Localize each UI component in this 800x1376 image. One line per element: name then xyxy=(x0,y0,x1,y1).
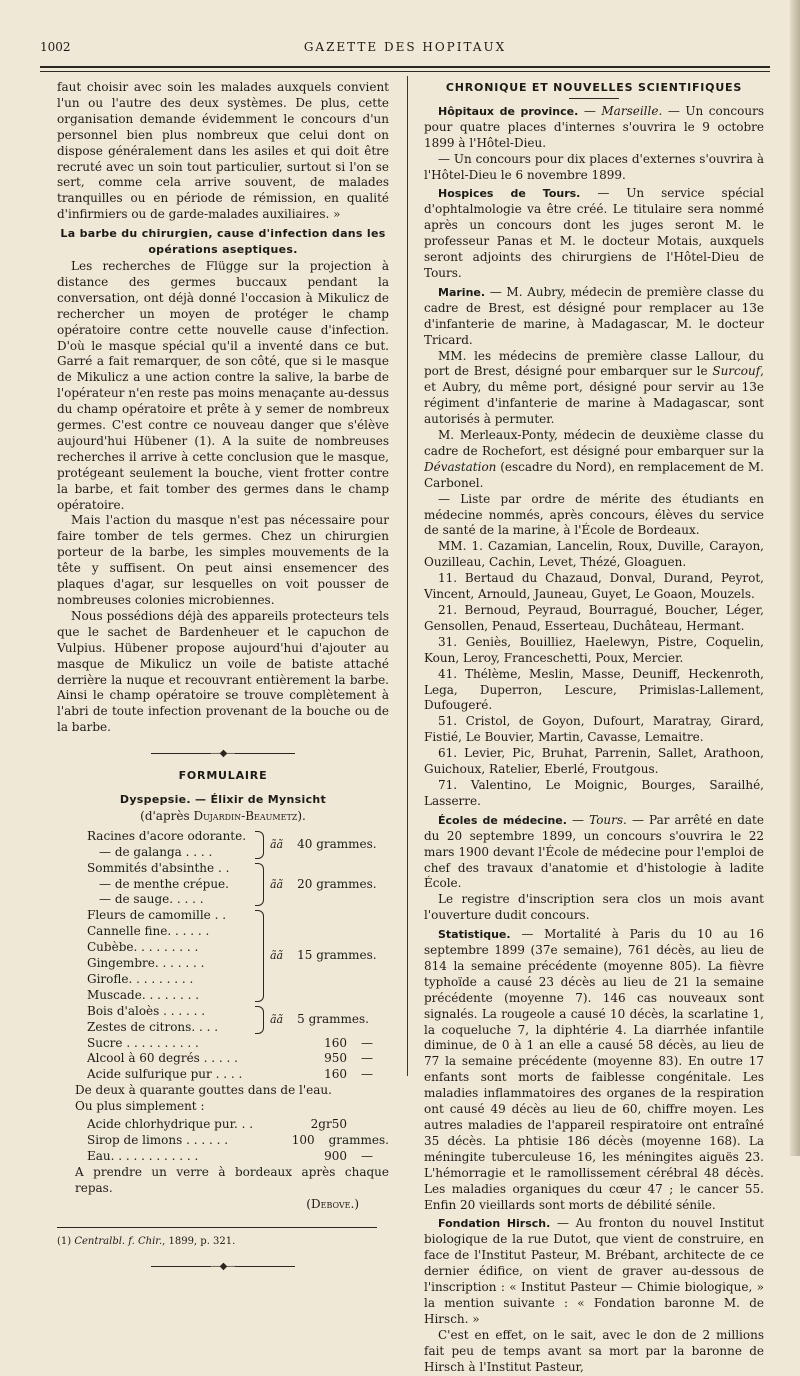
ingredient-name: Cubèbe. . . . . . . . . xyxy=(87,940,199,955)
news-heading: Marine. xyxy=(438,285,486,299)
news-text: — Au fronton du nouvel Institut biologique de la rue Dutot, que vient de construire, en face de l'Institut Pasteur, M. Brébant, architecte de ce dernier édifice, on vient de graver au-dessous de l'inscription : « Institut Pasteur — Chimie biologique, » la mention suivante : « Fondation baronne M. de Hirsch. » xyxy=(424,1216,764,1326)
recipe-line xyxy=(87,1149,389,1165)
footnote-rule xyxy=(57,1227,377,1228)
ingredient-name: Sommités d'absinthe . . xyxy=(87,860,230,875)
paragraph: Nous possédions déjà des appareils protecteurs tels que le sachet de Bardenheuer et le capuchon de Vulpius. Hübener propose aujourd'hui d'ajouter au masque de Mikulicz un voile de batiste attaché derrière la nuque et recouvrant entièrement la barbe. Ainsi le champ opératoire se trouve complètement à l'abri de toute infection provenant de la bouche ou de la barbe. xyxy=(57,608,389,735)
left-column xyxy=(57,80,389,1281)
ingredient-name: Girofle. . . . . . . . . xyxy=(87,971,194,986)
rank-list: 41. Thélème, Meslin, Masse, Deuniff, Heckenroth, Lega, Duperron, Lescure, Primislas-Lallement, Dufougeré. xyxy=(424,666,764,713)
column-divider xyxy=(407,76,408,1076)
ingredient-name: Cannelle fine. . . . . . xyxy=(87,924,210,939)
news-paragraph: Le registre d'inscription sera clos un mois avant l'ouverture dudit concours. xyxy=(424,892,764,923)
ingredient-quantity: 100 xyxy=(291,1133,315,1147)
news-text: — Mortalité à Paris du 10 au 16 septembre 1899 (37e semaine), 761 décès, au lieu de 814 la semaine précédente (moyenne 805). La fièvre typhoïde a causé 23 décès au lieu de 21 la semaine précédente (moyenne 7). 146 cas nouveaux sont signalés. La rougeole a causé 10 décès, la scarlatine 1, la coqueluche 7, la diphtérie 4. La diarrhée infantile diminue, de 0 à 1 an elle a causé 58 décès, au lieu de 77 la semaine précédente (moyenne 83). En outre 17 enfants sont morts de faiblesse congénitale. Les maladies inflammatoires des organes de la respiration ont causé 49 décès au lieu de 60, chiffre moyen. Les autres maladies de l'appareil respiratoire ont entraîné 35 décès. La phtisie 186 décès (moyenne 168). La méningite tuberculeuse 16, les méningites aiguës 23. L'hémorragie et le ramollissement cérébral 48 décès. Les maladies organiques du cœur 47 ; le cancer 55. Enfin 20 vieillards sont morts de débilité sénile. xyxy=(424,927,764,1212)
news-city: Tours. xyxy=(589,812,627,827)
ingredient-name: Acide sulfurique pur . . . . xyxy=(87,1067,243,1082)
right-column xyxy=(424,80,764,1376)
news-item-hopitaux: Hôpitaux de province. — Marseille. — Un concours pour quatre places d'internes s'ouvrira le 9 octobre 1899 à l'Hôtel-Dieu. xyxy=(424,103,765,150)
ornament-divider: —◆— xyxy=(57,746,389,762)
ingredient-quantity: 5 grammes. xyxy=(297,1011,369,1026)
news-heading: Statistique. xyxy=(438,928,511,942)
ornament-divider: —◆— xyxy=(57,1259,389,1275)
ingredient-quantity: 160 xyxy=(324,1067,347,1082)
news-city: Marseille. xyxy=(601,103,663,118)
ingredient-name: Muscade. . . . . . . . xyxy=(87,987,200,1002)
subheading-prefix: (d'après xyxy=(140,808,194,823)
news-heading: Hospices de Tours. xyxy=(438,187,581,201)
rank-list: 61. Levier, Pic, Bruhat, Parrenin, Sallet, Arathoon, Guichoux, Ratelier, Eberlé, Froutgous. xyxy=(424,746,764,777)
ingredient-name: — de galanga . . . . xyxy=(99,844,213,859)
header-rule xyxy=(40,66,770,72)
brace xyxy=(255,863,264,907)
recipe-group xyxy=(87,908,389,1003)
section-title-barbe: La barbe du chirurgien, cause d'infection dans les opérations aseptiques. xyxy=(60,227,386,257)
brace xyxy=(255,910,264,1001)
ingredient-name: — de sauge. . . . . xyxy=(99,892,204,907)
recipe-line xyxy=(87,1036,389,1052)
ingredient-name: Racines d'acore odorante. xyxy=(87,828,247,843)
recipe-group xyxy=(87,1004,389,1036)
ingredient-name: Fleurs de camomille . . xyxy=(87,908,227,923)
ingredient-quantity: 15 grammes. xyxy=(297,948,377,963)
news-item-marine xyxy=(424,285,764,349)
news-item-statistique xyxy=(424,927,764,1213)
recipe-group xyxy=(87,829,389,861)
ship-name: Dévastation xyxy=(424,459,497,474)
news-paragraph xyxy=(424,349,764,429)
ingredient-unit: — xyxy=(361,1148,373,1163)
news-item-ecoles: Écoles de médecine. — Tours. — Par arrêté en date du 20 septembre 1899, un concours s'ouvrira le 22 mars 1900 devant l'École de médecine pour l'emploi de chef des travaux d'anatomie et d'histologie à ladite École. xyxy=(424,812,764,891)
news-paragraph: — Liste par ordre de mérite des étudiants en médecine nommés, après concours, élèves du service de santé de la marine, à l'École de Bordeaux. xyxy=(424,491,764,538)
intro-paragraph: faut choisir avec soin les malades auxquels convient l'un ou l'autre des deux systèmes. De plus, cette organisation demande évidemment le concours d'un personnel bien plus nombreux que celui dont on dispose généralement dans les asiles et qui doit être recruté avec un soin tout particulier, surtout si l'on se sert, comme cela arrive souvent, de malades tranquilles ou en période de rémission, en qualité d'infirmiers ou de garde-malades auxiliaires. » xyxy=(57,80,389,222)
news-paragraph: — Un concours pour dix places d'externes s'ouvrira à l'Hôtel-Dieu le 6 novembre 1899. xyxy=(424,151,764,182)
rank-list: 21. Bernoud, Peyraud, Bourragué, Boucher, Léger, Gensollen, Penaud, Esserteau, Duchâteau, Hermant. xyxy=(424,603,764,633)
aa-mark: ãã xyxy=(270,877,284,891)
journal-title: GAZETTE DES HOPITAUX xyxy=(303,40,507,54)
news-paragraph xyxy=(424,428,764,492)
news-paragraph: C'est en effet, on le sait, avec le don de 2 millions fait peu de temps avant sa mort par la baronne de Hirsch à l'Institut Pasteur, xyxy=(424,1327,764,1374)
news-text: MM. les médecins de première classe Lallour, du port de Brest, désigné pour embarquer sur le xyxy=(424,348,764,379)
dosage-instruction: A prendre un verre à bordeaux après chaque repas. xyxy=(75,1164,389,1195)
aa-mark: ãã xyxy=(270,1012,284,1026)
news-text: , et Aubry, du même port, désigné pour servir au 13e régiment d'infanterie de marine à Madagascar, sont autorisés à permuter. xyxy=(424,364,764,427)
rank-list: 51. Cristol, de Goyon, Dufourt, Maratray, Girard, Fistié, Le Bouvier, Martin, Cavasse, Lemaitre. xyxy=(424,714,764,745)
ingredient-quantity: 20 grammes. xyxy=(297,876,377,891)
subheading-author: Dujardin-Beaumetz xyxy=(193,808,298,823)
ingredient-quantity: 900 xyxy=(324,1148,347,1163)
ingredient-unit: — xyxy=(361,1035,373,1050)
recipe-author: (Debove.) xyxy=(306,1196,359,1211)
footnote-rest: , 1899, p. 321. xyxy=(162,1235,236,1247)
page-header xyxy=(40,40,770,58)
subheading-suffix: ). xyxy=(297,808,306,823)
dose-instruction: De deux à quarante gouttes dans de l'eau. xyxy=(75,1083,332,1098)
ingredient-name: Acide chlorhydrique pur. . . xyxy=(87,1117,254,1132)
recipe-subheading xyxy=(57,809,389,825)
footnote xyxy=(57,1234,389,1250)
rank-list: 71. Valentino, Le Moignic, Bourges, Sarailhé, Lasserre. xyxy=(424,777,764,808)
ingredient-name: Bois d'aloès . . . . . . xyxy=(87,1003,206,1018)
ingredient-quantity: 160 xyxy=(324,1035,347,1050)
chronique-title: CHRONIQUE ET NOUVELLES SCIENTIFIQUES xyxy=(445,81,743,94)
recipe-group xyxy=(87,861,389,909)
ingredient-name: Sucre . . . . . . . . . . xyxy=(87,1035,199,1050)
recipe-heading: Dyspepsie. — Élixir de Mynsicht xyxy=(119,792,327,806)
ingredient-name: Zestes de citrons. . . . xyxy=(87,1019,219,1034)
news-text: — M. Aubry, médecin de première classe du cadre de Brest, est désigné pour remplacer au 13e d'infanterie de marine, à Madagascar, M. le docteur Tricard. xyxy=(424,284,764,347)
ingredient-quantity: 2gr50 xyxy=(310,1117,347,1132)
footnote-source: Centralbl. f. Chir. xyxy=(74,1235,163,1247)
alternative-label: Ou plus simplement : xyxy=(75,1099,205,1114)
recipe-line xyxy=(87,1117,389,1133)
ingredient-unit: — xyxy=(361,1067,373,1082)
rank-list: 11. Bertaud du Chazaud, Donval, Durand, Peyrot, Vincent, Arnould, Jauneau, Guyet, Le Goaon, Mouzels. xyxy=(424,571,764,602)
ingredient-name: Gingembre. . . . . . . xyxy=(87,956,205,971)
footnote-number: (1) xyxy=(57,1235,75,1247)
paragraph: Mais l'action du masque n'est pas nécessaire pour faire tomber de tels germes. Chez un chirurgien porteur de la barbe, les simples mouvements de la tête y suffisent. On peut ainsi ensemencer des plaques d'agar, sur lesquelles on voit pousser de nombreuses colonies microbiennes. xyxy=(57,513,389,607)
page-number: 1002 xyxy=(40,40,71,54)
recipe-line xyxy=(87,1067,389,1083)
news-heading: Fondation Hirsch. xyxy=(438,1217,551,1231)
title-rule xyxy=(569,98,619,99)
news-item-tours xyxy=(424,186,764,281)
ingredient-quantity: 950 xyxy=(324,1051,347,1066)
news-text: (escadre du Nord), en remplacement de M. Carbonel. xyxy=(424,459,764,490)
formulaire-title: FORMULAIRE xyxy=(178,769,268,783)
recipe-line xyxy=(87,1133,389,1149)
brace xyxy=(255,1006,264,1034)
page-edge xyxy=(790,0,800,1156)
ingredient-name: Eau. . . . . . . . . . . . xyxy=(87,1148,199,1163)
aa-mark: ãã xyxy=(270,837,284,851)
rank-list: 31. Geniès, Bouilliez, Haelewyn, Pistre, Coquelin, Koun, Leroy, Franceschetti, Poux, Mercier. xyxy=(424,634,764,665)
news-text: — Un concours pour quatre places d'internes s'ouvrira le 9 octobre 1899 à l'Hôtel-Dieu. xyxy=(424,103,765,150)
ship-name: Surcouf xyxy=(712,364,761,379)
ingredient-name: Sirop de limons . . . . . . xyxy=(87,1133,229,1147)
rank-list: MM. 1. Cazamian, Lancelin, Roux, Duville, Carayon, Ouzilleau, Cachin, Levet, Thézé, Gloaguen. xyxy=(424,539,764,570)
ingredient-name: — de menthe crépue. xyxy=(99,876,229,891)
ingredient-unit: grammes. xyxy=(328,1133,389,1147)
paragraph: Les recherches de Flügge sur la projection à distance des germes buccaux pendant la conversation, ont déjà donné l'occasion à Mikulicz de rechercher un moyen de protéger le champ opératoire contre cette nouvelle cause d'infection. D'où le masque spécial qu'il a inventé dans ce but. Garré a fait remarquer, de son côté, que si le masque de Mikulicz a une action contre la salive, la barbe de l'opérateur n'en reste pas moins menaçante au-dessus du champ opératoire et prête à y semer de nombreux germes. C'est contre ce nouveau danger que s'élève aujourd'hui Hübener (1). A la suite de nombreuses recherches il arrive à cette conclusion que le masque, protégeant seulement la bouche, vient frotter contre la barbe, et fait tomber des germes dans le champ opératoire. xyxy=(57,258,389,512)
news-item-hirsch xyxy=(424,1216,764,1327)
recipe-line xyxy=(87,1051,389,1067)
brace xyxy=(255,831,264,859)
news-text: — Par arrêté en date du 20 septembre 1899, un concours s'ouvrira le 22 mars 1900 devant l'École de médecine pour l'emploi de chef des travaux d'anatomie et d'histologie à ladite École. xyxy=(424,812,764,891)
recipe-ingredients xyxy=(57,829,389,1084)
news-text: M. Merleaux-Ponty, médecin de deuxième classe du cadre de Rochefort, est désigné pour embarquer sur la xyxy=(424,428,764,458)
news-heading: Hôpitaux de province. xyxy=(438,104,579,118)
ingredient-unit: — xyxy=(361,1051,373,1066)
ingredient-name: Alcool à 60 degrés . . . . . xyxy=(87,1051,238,1066)
news-heading: Écoles de médecine. xyxy=(438,813,567,827)
news-text: — Un service spécial d'ophtalmologie va être créé. Le titulaire sera nommé après un concours dont les juges seront M. le professeur Panas et M. le docteur Motais, auxquels seront adjoints des chirurgiens de l'Hôtel-Dieu de Tours. xyxy=(424,186,765,280)
ingredient-quantity: 40 grammes. xyxy=(297,836,377,851)
recipe-ingredients-alt xyxy=(57,1117,389,1165)
aa-mark: ãã xyxy=(270,949,284,963)
